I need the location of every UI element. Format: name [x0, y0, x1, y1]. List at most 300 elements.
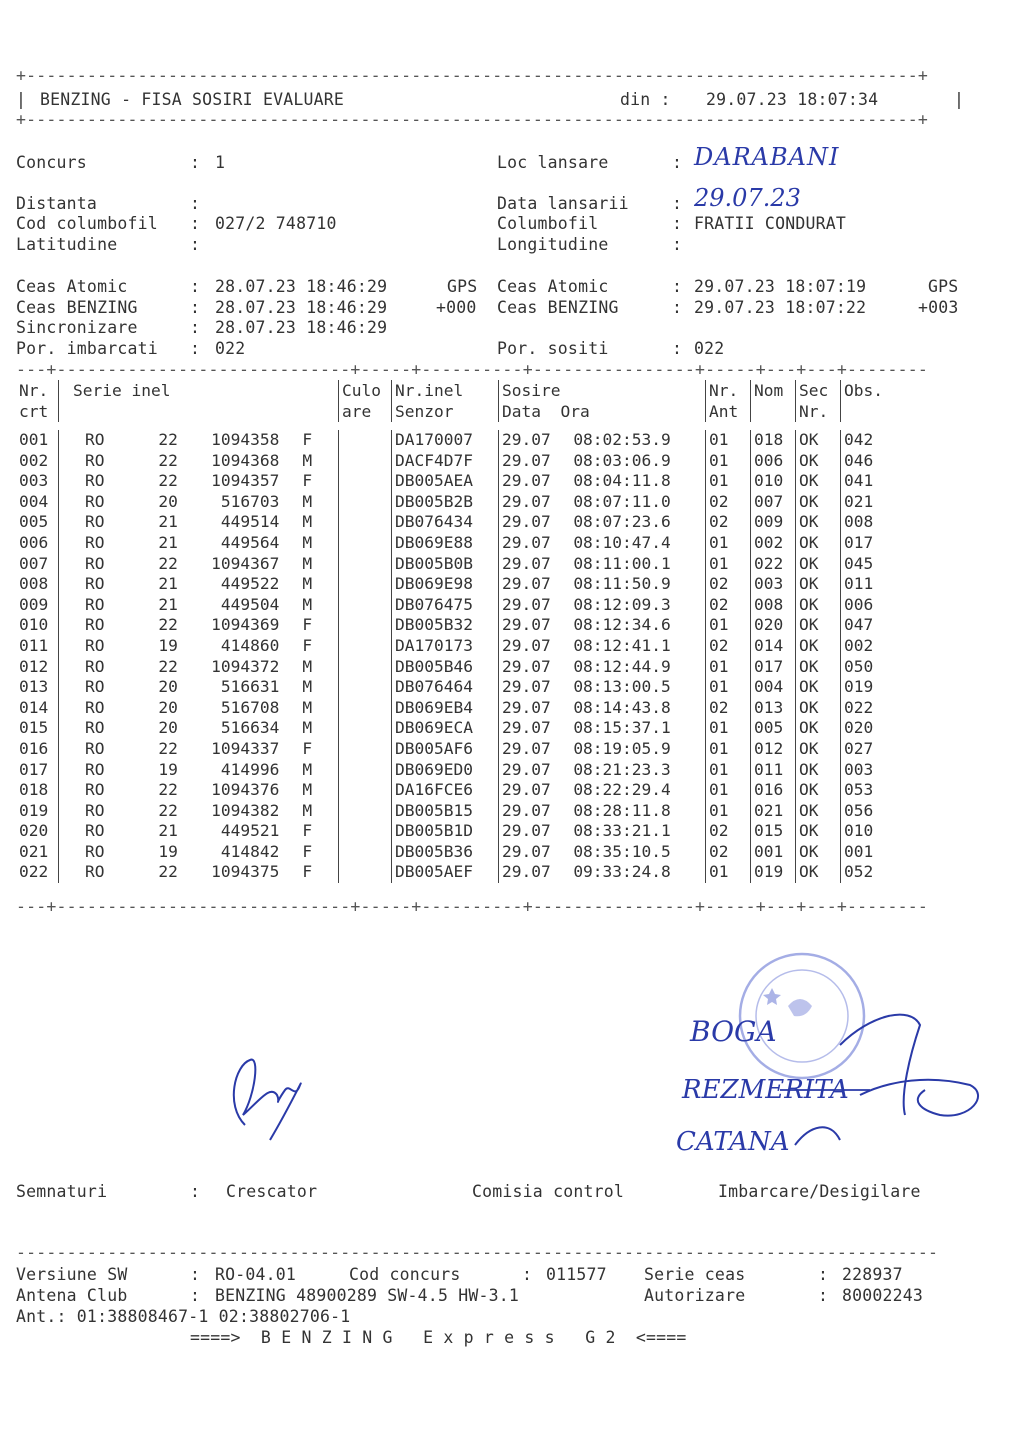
cell-sex: M — [302, 512, 313, 532]
cell-sec: OK — [796, 760, 841, 781]
table-row — [16, 677, 907, 698]
cell-sec: OK — [796, 698, 841, 719]
clock-left-value: 28.07.23 18:46:29 — [215, 298, 388, 317]
cell-obs: 003 — [841, 760, 908, 781]
cell-nom: 003 — [751, 574, 796, 595]
table-row — [16, 492, 907, 513]
cell-country: RO — [59, 636, 135, 657]
cell-ora: 08:11:00.1 — [573, 553, 671, 573]
table-row — [16, 636, 907, 657]
cell-senzor: DB005B36 — [392, 842, 499, 863]
cell-sex: M — [302, 677, 313, 697]
col-senzor-header: Nr.inel Senzor — [392, 380, 499, 422]
cell-ora: 09:33:24.8 — [573, 862, 671, 882]
cell-ring: 1094367 — [211, 553, 280, 573]
cell-sex: F — [302, 841, 313, 861]
cell-obs: 042 — [841, 430, 908, 451]
cell-senzor: DB069ED0 — [392, 760, 499, 781]
cell-sec: OK — [796, 677, 841, 698]
clock-right-suffix: GPS — [928, 277, 959, 296]
cell-ant: 01 — [706, 430, 751, 451]
cell-senzor: DB005B15 — [392, 801, 499, 822]
clock-right-label: Ceas BENZING — [497, 298, 619, 317]
cell-senzor: DA170007 — [392, 430, 499, 451]
cell-ant: 02 — [706, 821, 751, 842]
cell-ring: 449521 — [220, 821, 280, 841]
cell-nom: 011 — [751, 760, 796, 781]
cell-senzor: DB076434 — [392, 512, 499, 533]
table-row — [16, 574, 907, 595]
cell-obs: 010 — [841, 821, 908, 842]
cell-nom: 007 — [751, 492, 796, 513]
cell-sec: OK — [796, 842, 841, 863]
col-nom-header: Nom — [751, 380, 796, 422]
cell-sec: OK — [796, 636, 841, 657]
cell-country: RO — [59, 533, 135, 554]
cell-culoare — [339, 677, 392, 698]
concurs-label: Concurs — [16, 153, 87, 172]
semnaturi-label: Semnaturi — [16, 1182, 108, 1201]
serie-ceas-label: Serie ceas — [644, 1265, 746, 1284]
cell-culoare — [339, 471, 392, 492]
por-imbarcati-value: 022 — [215, 339, 246, 358]
signature-name-3: CATANA — [676, 1127, 790, 1157]
cell-ant: 02 — [706, 595, 751, 616]
cell-senzor: DB005B2B — [392, 492, 499, 513]
cell-nom: 006 — [751, 451, 796, 472]
cell-culoare — [339, 636, 392, 657]
cell-nr: 001 — [19, 430, 49, 449]
cell-obs: 047 — [841, 615, 908, 636]
cell-country: RO — [59, 780, 135, 801]
colon: : — [190, 1286, 201, 1305]
cell-nr: 017 — [19, 759, 49, 779]
cell-nr: 019 — [19, 800, 49, 820]
cell-sex: M — [302, 574, 313, 594]
cell-culoare — [339, 451, 392, 472]
cell-ora: 08:33:21.1 — [573, 821, 671, 841]
cell-culoare — [339, 780, 392, 801]
cell-sex: F — [302, 430, 313, 449]
cell-nom: 022 — [751, 554, 796, 575]
header-border-top: +----------------------------------------------------------------------------------------+ — [16, 66, 929, 85]
cell-ora: 08:13:00.5 — [573, 677, 671, 697]
cell-sec: OK — [796, 801, 841, 822]
cell-ora: 08:04:11.8 — [573, 471, 671, 491]
cell-country: RO — [59, 492, 135, 513]
colon: : — [190, 298, 201, 317]
cell-year: 22 — [158, 862, 178, 882]
cell-country: RO — [59, 430, 135, 451]
cell-ora: 08:22:29.4 — [573, 780, 671, 800]
report-din-label: din : — [620, 90, 671, 109]
ant-line: Ant.: 01:38808467-1 02:38802706-1 — [16, 1307, 351, 1326]
cell-sec: OK — [796, 862, 841, 883]
cell-nom: 002 — [751, 533, 796, 554]
cell-sex: M — [302, 491, 313, 511]
colon: : — [190, 235, 201, 254]
cell-obs: 027 — [841, 739, 908, 760]
autorizare-value: 80002243 — [842, 1286, 924, 1305]
cell-senzor: DB005AEF — [392, 862, 499, 883]
table-row — [16, 554, 907, 575]
clock-left-label: Ceas Atomic — [16, 277, 128, 296]
cell-ring: 1094376 — [211, 780, 280, 800]
imbarcare-label: Imbarcare/Desigilare — [718, 1182, 921, 1201]
antena-label: Antena Club — [16, 1286, 128, 1305]
table-row — [16, 512, 907, 533]
cell-sex: M — [302, 718, 313, 738]
cell-culoare — [339, 801, 392, 822]
cell-obs: 021 — [841, 492, 908, 513]
cell-culoare — [339, 760, 392, 781]
cell-obs: 011 — [841, 574, 908, 595]
cell-ant: 02 — [706, 636, 751, 657]
por-imbarcati-label: Por. imbarcati — [16, 339, 158, 358]
cell-ora: 08:14:43.8 — [573, 697, 671, 717]
cell-ora: 08:28:11.8 — [573, 800, 671, 820]
cell-culoare — [339, 842, 392, 863]
cell-ring: 516634 — [220, 718, 280, 738]
cell-ant: 01 — [706, 760, 751, 781]
table-row — [16, 657, 907, 678]
cell-ora: 08:03:06.9 — [573, 450, 671, 470]
cell-ring: 414842 — [220, 841, 280, 861]
cell-data: 29.07 — [499, 698, 571, 719]
cell-ant: 02 — [706, 574, 751, 595]
cell-ring: 414996 — [220, 759, 280, 779]
cell-data: 29.07 — [499, 780, 571, 801]
cell-ant: 01 — [706, 615, 751, 636]
signature-name-2: REZMERITA — [682, 1075, 849, 1105]
cell-ring: 1094369 — [211, 615, 280, 635]
cell-data: 29.07 — [499, 554, 571, 575]
cell-senzor: DB005B0B — [392, 554, 499, 575]
cell-nr: 012 — [19, 656, 49, 676]
cell-nom: 015 — [751, 821, 796, 842]
cell-ring: 414860 — [220, 635, 280, 655]
table-border-top: ---+-----------------------------+-----+----------+----------------+-----+---+---+-------- — [16, 360, 929, 379]
table-row — [16, 780, 907, 801]
col-serie-header: Serie inel — [59, 380, 339, 422]
clock-right-value: 29.07.23 18:07:19 — [694, 277, 867, 296]
cell-ora: 08:12:44.9 — [573, 656, 671, 676]
colon: : — [190, 277, 201, 296]
cell-obs: 017 — [841, 533, 908, 554]
clock-left-label: Ceas BENZING — [16, 298, 138, 317]
table-row — [16, 760, 907, 781]
table-row — [16, 739, 907, 760]
cell-nr: 014 — [19, 697, 49, 717]
colon: : — [190, 318, 201, 337]
cell-country: RO — [59, 718, 135, 739]
clock-right-label: Ceas Atomic — [497, 277, 609, 296]
cell-obs: 053 — [841, 780, 908, 801]
cell-ant: 01 — [706, 801, 751, 822]
cell-data: 29.07 — [499, 842, 571, 863]
table-row — [16, 698, 907, 719]
cell-culoare — [339, 718, 392, 739]
cell-year: 21 — [158, 594, 178, 614]
cell-data: 29.07 — [499, 451, 571, 472]
cell-sex: M — [302, 553, 313, 573]
cell-sex: F — [302, 862, 313, 882]
cell-sec: OK — [796, 615, 841, 636]
cell-country: RO — [59, 657, 135, 678]
cell-ring: 449522 — [220, 574, 280, 594]
cell-sec: OK — [796, 451, 841, 472]
cell-senzor: DB076464 — [392, 677, 499, 698]
cell-nr: 010 — [19, 615, 49, 635]
colon: : — [190, 339, 201, 358]
cell-obs: 008 — [841, 512, 908, 533]
cell-ora: 08:07:11.0 — [573, 491, 671, 511]
cell-data: 29.07 — [499, 739, 571, 760]
colon: : — [672, 298, 683, 317]
clock-left-value: 28.07.23 18:46:29 — [215, 277, 388, 296]
cell-ora: 08:11:50.9 — [573, 574, 671, 594]
cell-ring: 516631 — [220, 677, 280, 697]
cell-ring: 1094357 — [211, 471, 280, 491]
cell-ant: 02 — [706, 492, 751, 513]
cell-nr: 006 — [19, 532, 49, 552]
cell-ora: 08:21:23.3 — [573, 759, 671, 779]
cell-obs: 045 — [841, 554, 908, 575]
cell-culoare — [339, 595, 392, 616]
cell-sex: F — [302, 615, 313, 635]
cell-year: 20 — [158, 718, 178, 738]
cell-nom: 010 — [751, 471, 796, 492]
cell-data: 29.07 — [499, 512, 571, 533]
cell-culoare — [339, 615, 392, 636]
cell-culoare — [339, 739, 392, 760]
report-datetime: 29.07.23 18:07:34 — [706, 90, 879, 109]
cell-nr: 015 — [19, 718, 49, 738]
cell-sex: F — [302, 738, 313, 758]
cell-sex: F — [302, 471, 313, 491]
cell-nr: 013 — [19, 677, 49, 697]
cod-columbofil-value: 027/2 748710 — [215, 214, 337, 233]
cell-nr: 004 — [19, 491, 49, 511]
cell-culoare — [339, 492, 392, 513]
cell-culoare — [339, 862, 392, 883]
cell-ring: 1094382 — [211, 800, 280, 820]
cell-year: 22 — [158, 656, 178, 676]
cell-senzor: DB069EB4 — [392, 698, 499, 719]
cell-nom: 016 — [751, 780, 796, 801]
cell-country: RO — [59, 677, 135, 698]
cell-data: 29.07 — [499, 636, 571, 657]
colon: : — [672, 339, 683, 358]
colon: : — [672, 214, 683, 233]
cell-year: 22 — [158, 800, 178, 820]
cell-obs: 052 — [841, 862, 908, 883]
antena-value: BENZING 48900289 SW-4.5 HW-3.1 — [215, 1286, 520, 1305]
cell-ring: 1094358 — [211, 430, 280, 449]
colon: : — [672, 194, 683, 213]
cell-country: RO — [59, 739, 135, 760]
cell-year: 22 — [158, 780, 178, 800]
autorizare-label: Autorizare — [644, 1286, 746, 1305]
cell-ant: 01 — [706, 677, 751, 698]
cell-nom: 012 — [751, 739, 796, 760]
arrivals-body — [16, 430, 907, 883]
cell-country: RO — [59, 862, 135, 883]
cell-obs: 020 — [841, 718, 908, 739]
versiune-label: Versiune SW — [16, 1265, 128, 1284]
cell-country: RO — [59, 554, 135, 575]
cell-ora: 08:07:23.6 — [573, 512, 671, 532]
col-culoare-header: Culo are — [339, 380, 392, 422]
cell-data: 29.07 — [499, 595, 571, 616]
cell-nom: 005 — [751, 718, 796, 739]
cell-senzor: DB069ECA — [392, 718, 499, 739]
cell-sex: M — [302, 532, 313, 552]
cell-ring: 449514 — [220, 512, 280, 532]
cell-data: 29.07 — [499, 533, 571, 554]
loc-lansare-value: DARABANI — [694, 143, 840, 171]
cell-senzor: DB005B1D — [392, 821, 499, 842]
cell-ant: 01 — [706, 862, 751, 883]
cell-data: 29.07 — [499, 657, 571, 678]
cell-year: 21 — [158, 532, 178, 552]
cell-culoare — [339, 533, 392, 554]
cell-country: RO — [59, 842, 135, 863]
cell-ant: 01 — [706, 471, 751, 492]
cell-ant: 01 — [706, 533, 751, 554]
cell-data: 29.07 — [499, 471, 571, 492]
cell-year: 22 — [158, 738, 178, 758]
distanta-label: Distanta — [16, 194, 98, 213]
cell-ring: 1094372 — [211, 656, 280, 676]
cell-data: 29.07 — [499, 430, 571, 451]
cell-sex: M — [302, 780, 313, 800]
cell-nr: 009 — [19, 594, 49, 614]
cell-data: 29.07 — [499, 862, 571, 883]
col-nr-header: Nr. crt — [19, 381, 49, 421]
cell-ring: 449504 — [220, 594, 280, 614]
cell-obs: 050 — [841, 657, 908, 678]
colon: : — [818, 1286, 829, 1305]
cell-nr: 020 — [19, 821, 49, 841]
cell-sec: OK — [796, 657, 841, 678]
table-row — [16, 451, 907, 472]
cell-sec: OK — [796, 718, 841, 739]
table-row — [16, 842, 907, 863]
colon: : — [190, 1182, 201, 1201]
benzing-brand: ====> B E N Z I N G E x p r e s s G 2 <==== — [190, 1328, 687, 1347]
cell-sec: OK — [796, 430, 841, 451]
table-row — [16, 615, 907, 636]
table-border-bottom: ---+-----------------------------+-----+----------+----------------+-----+---+---+-------- — [16, 897, 929, 916]
col-ant-header: Nr. Ant — [706, 380, 751, 422]
cell-obs: 022 — [841, 698, 908, 719]
cell-ora: 08:02:53.9 — [573, 430, 671, 449]
cell-nr: 003 — [19, 471, 49, 491]
cell-nom: 004 — [751, 677, 796, 698]
cell-ant: 01 — [706, 554, 751, 575]
cell-ant: 01 — [706, 780, 751, 801]
table-row — [16, 595, 907, 616]
cell-nom: 020 — [751, 615, 796, 636]
cell-nr: 018 — [19, 780, 49, 800]
cell-sex: F — [302, 635, 313, 655]
cell-obs: 001 — [841, 842, 908, 863]
cell-obs: 006 — [841, 595, 908, 616]
crescator-signature — [215, 1045, 325, 1145]
cell-sex: F — [302, 821, 313, 841]
cell-ora: 08:15:37.1 — [573, 718, 671, 738]
cell-sec: OK — [796, 512, 841, 533]
cell-senzor: DA16FCE6 — [392, 780, 499, 801]
serie-ceas-value: 228937 — [842, 1265, 903, 1284]
cell-year: 21 — [158, 512, 178, 532]
cell-senzor: DB005AF6 — [392, 739, 499, 760]
table-header-row — [16, 380, 907, 422]
cell-year: 22 — [158, 450, 178, 470]
cell-country: RO — [59, 574, 135, 595]
cell-sec: OK — [796, 554, 841, 575]
cell-sex: M — [302, 450, 313, 470]
columbofil-label: Columbofil — [497, 214, 599, 233]
cell-nr: 021 — [19, 841, 49, 861]
cell-ring: 449564 — [220, 532, 280, 552]
colon: : — [672, 153, 683, 172]
cell-culoare — [339, 512, 392, 533]
cell-nom: 013 — [751, 698, 796, 719]
cell-culoare — [339, 574, 392, 595]
cell-ring: 1094337 — [211, 738, 280, 758]
cell-sex: M — [302, 656, 313, 676]
cell-nom: 008 — [751, 595, 796, 616]
cell-data: 29.07 — [499, 821, 571, 842]
table-row — [16, 862, 907, 883]
cell-sec: OK — [796, 739, 841, 760]
cell-sex: M — [302, 800, 313, 820]
cell-sec: OK — [796, 780, 841, 801]
cell-senzor: DA170173 — [392, 636, 499, 657]
cell-data: 29.07 — [499, 615, 571, 636]
por-sositi-label: Por. sositi — [497, 339, 609, 358]
clock-right-suffix: +003 — [918, 298, 959, 317]
cod-concurs-value: 011577 — [546, 1265, 607, 1284]
cell-nr: 007 — [19, 553, 49, 573]
cell-data: 29.07 — [499, 677, 571, 698]
cell-country: RO — [59, 821, 135, 842]
cell-senzor: DACF4D7F — [392, 451, 499, 472]
cell-culoare — [339, 430, 392, 451]
versiune-value: RO-04.01 — [215, 1265, 297, 1284]
cell-data: 29.07 — [499, 760, 571, 781]
cell-country: RO — [59, 471, 135, 492]
cell-sex: M — [302, 594, 313, 614]
cell-senzor: DB076475 — [392, 595, 499, 616]
table-row — [16, 471, 907, 492]
arrivals-table — [16, 380, 907, 883]
cell-nr: 008 — [19, 574, 49, 594]
table-row — [16, 718, 907, 739]
data-lansarii-label: Data lansarii — [497, 194, 629, 213]
comisia-label: Comisia control — [472, 1182, 625, 1201]
clock-left-value: 28.07.23 18:46:29 — [215, 318, 388, 337]
cell-country: RO — [59, 512, 135, 533]
cell-year: 19 — [158, 841, 178, 861]
cell-obs: 041 — [841, 471, 908, 492]
cell-country: RO — [59, 698, 135, 719]
cell-ora: 08:12:41.1 — [573, 635, 671, 655]
cell-year: 22 — [158, 553, 178, 573]
table-row — [16, 801, 907, 822]
